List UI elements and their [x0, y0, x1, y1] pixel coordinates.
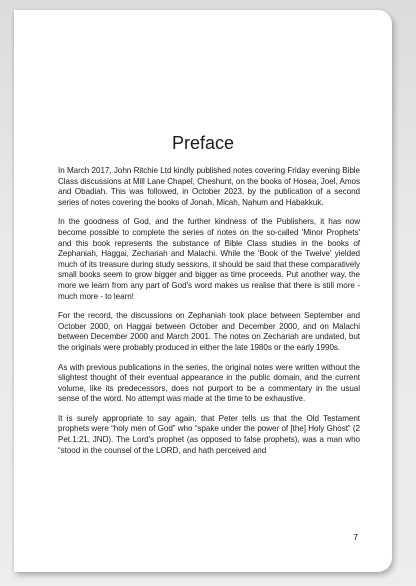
paragraph-4: As with previous publications in the series, the original notes were written without the slightest thought of their eventual appearance in the public domain, and the current volume, like its predecessors, does not purport to be a commentary in the usual sense of the word. No attempt was made at the time to be exhaustive. — [58, 362, 360, 404]
page-number: 7 — [353, 532, 358, 542]
preface-body — [58, 166, 360, 465]
paragraph-3: For the record, the discussions on Zephaniah took place between September and October 2000, on Haggai between October and December 2000, and on Malachi between December 2000 and March 2001. The notes on Zechariah are undated, but the originals were probably produced in either the late 1980s or the early 1990s. — [58, 311, 360, 352]
page-title: Preface — [171, 133, 235, 153]
paragraph-5: It is surely appropriate to say again, that Peter tells us that the Old Testament prophets were “holy men of God” who “spake under the power of [the] Holy Ghost” (2 Pet.1:21, JND). The Lord's prophet (as opposed to false prophets), was a man who “stood in the counsel of the LORD, and hath perceived and — [58, 413, 360, 455]
paragraph-1: In March 2017, John Ritchie Ltd kindly published notes covering Friday evening Bible Class discussions at Mill Lane Chapel, Cheshunt, on the books of Hosea, Joel, Amos and Obadiah. This was followed, in October 2023, by the publication of a second series of notes covering the books of Jonah, Micah, Nahum and Habakkuk. — [58, 166, 360, 207]
paragraph-2: In the goodness of God, and the further kindness of the Publishers, it has now become possible to complete the series of notes on the so-called 'Minor Prophets' and this book represents the substance of Bible Class studies in the books of Zephaniah, Haggai, Zechariah and Malachi. While the 'Book of the Twelve' yielded much of its treasure during study sessions, it should be said that these comparatively small books seem to grow bigger and bigger as time proceeds. Put another way, the more we learn from any part of God's word makes us realise that there is still more - much more - to learn! — [58, 217, 360, 301]
book-page — [14, 10, 392, 572]
